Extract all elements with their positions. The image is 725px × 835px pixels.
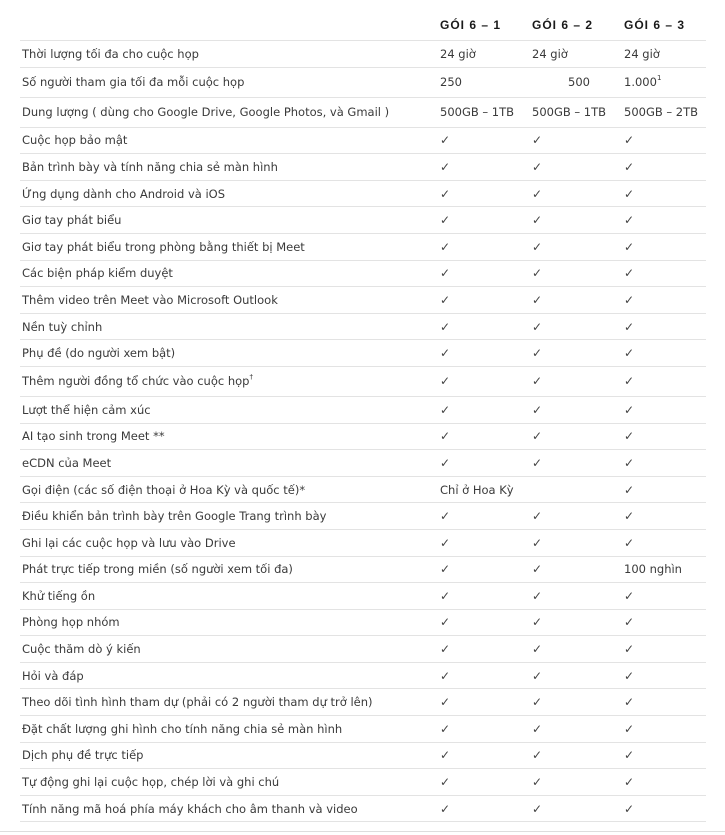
feature-label: Ghi lại các cuộc họp và lưu vào Drive (22, 535, 236, 550)
plan-1-value (440, 769, 450, 795)
table-row (20, 181, 706, 208)
plan-3-value (624, 68, 661, 97)
checkmark-icon: ✓ (440, 615, 451, 630)
checkmark-icon: ✓ (532, 292, 543, 307)
plan-2-value (532, 450, 542, 476)
plan-header-3: GÓI 6 – 3 (624, 18, 686, 32)
feature-label: Phát trực tiếp trong miền (số người xem tối đa) (22, 562, 293, 577)
plan-3-value (624, 530, 634, 556)
table-row (20, 287, 706, 314)
table-row (20, 68, 706, 98)
table-row (20, 530, 706, 557)
feature-label: Tự động ghi lại cuộc họp, chép lời và ghi chú (22, 775, 280, 790)
table-row (20, 477, 706, 504)
feature-label-cell (22, 450, 111, 476)
checkmark-icon: ✓ (532, 668, 543, 683)
checkmark-icon: ✓ (624, 721, 635, 736)
plan-1-value (440, 154, 450, 180)
feature-label: Theo dõi tình hình tham dự (phải có 2 người tham dự trở lên) (22, 695, 373, 710)
plan-1-value (440, 314, 450, 340)
table-row (20, 583, 706, 610)
plan-2-value (532, 287, 542, 313)
feature-label: Dịch phụ đề trực tiếp (22, 748, 144, 763)
plan-1-value (440, 636, 450, 662)
feature-label-cell (22, 583, 95, 609)
value-text: 500GB – 1TB (440, 105, 515, 120)
divider (0, 831, 725, 832)
value-text: 1.000 (624, 75, 657, 90)
feature-label-cell (22, 689, 373, 715)
checkmark-icon: ✓ (624, 695, 635, 710)
checkmark-icon: ✓ (440, 642, 451, 657)
table-row (20, 424, 706, 451)
checkmark-icon: ✓ (624, 615, 635, 630)
checkmark-icon: ✓ (532, 159, 543, 174)
value-text: 24 giờ (624, 46, 660, 61)
plan-3-value (624, 314, 634, 340)
checkmark-icon: ✓ (624, 801, 635, 816)
checkmark-icon: ✓ (440, 801, 451, 816)
feature-label: eCDN của Meet (22, 455, 112, 470)
checkmark-icon: ✓ (624, 239, 635, 254)
plan-1-value (440, 477, 514, 503)
checkmark-icon: ✓ (532, 213, 543, 228)
checkmark-icon: ✓ (440, 429, 451, 444)
value-text: 250 (440, 75, 462, 90)
plan-1-value (440, 689, 450, 715)
table-row (20, 503, 706, 530)
plan-3-value (624, 207, 634, 233)
checkmark-icon: ✓ (624, 509, 635, 524)
plan-1-value (440, 340, 450, 366)
feature-label-cell (22, 207, 121, 233)
checkmark-icon: ✓ (440, 319, 451, 334)
checkmark-icon: ✓ (440, 292, 451, 307)
plan-3-value (624, 503, 634, 529)
checkmark-icon: ✓ (440, 239, 451, 254)
plan-3-value (624, 98, 698, 127)
plan-3-value (624, 181, 634, 207)
checkmark-icon: ✓ (624, 748, 635, 763)
value-text: 24 giờ (532, 46, 568, 61)
feature-label-cell (22, 796, 358, 822)
feature-label-cell (22, 477, 305, 503)
feature-label-cell (22, 234, 305, 260)
feature-label: Bản trình bày và tính năng chia sẻ màn hình (22, 159, 278, 174)
plan-1-value (440, 128, 450, 154)
feature-label: Cuộc họp bảo mật (22, 133, 128, 148)
table-row (20, 128, 706, 155)
feature-label: Hỏi và đáp (22, 668, 84, 683)
feature-label: Tính năng mã hoá phía máy khách cho âm thanh và video (22, 801, 358, 816)
plan-2-value (532, 796, 542, 822)
checkmark-icon: ✓ (440, 668, 451, 683)
feature-label: Giơ tay phát biểu (22, 213, 122, 228)
feature-label-cell (22, 367, 253, 396)
feature-label-cell (22, 663, 84, 689)
checkmark-icon: ✓ (440, 402, 451, 417)
feature-label-cell (22, 340, 175, 366)
plan-3-value (624, 367, 634, 396)
plan-1-value (440, 583, 450, 609)
feature-rows (20, 40, 706, 822)
plan-2-value (532, 261, 542, 287)
feature-label-cell (22, 41, 199, 67)
plan-1-value (440, 663, 450, 689)
checkmark-icon: ✓ (624, 642, 635, 657)
plan-2-value (532, 340, 542, 366)
feature-label: Dung lượng ( dùng cho Google Drive, Google Photos, và Gmail ) (22, 105, 390, 120)
plan-1-value (440, 367, 450, 396)
plan-2-value (532, 716, 542, 742)
feature-label: Thời lượng tối đa cho cuộc họp (22, 46, 199, 61)
table-row (20, 397, 706, 424)
checkmark-icon: ✓ (532, 186, 543, 201)
plan-3-value (624, 234, 634, 260)
checkmark-icon: ✓ (532, 239, 543, 254)
feature-label-cell (22, 397, 151, 423)
feature-label: Số người tham gia tối đa mỗi cuộc họp (22, 75, 245, 90)
table-row (20, 743, 706, 770)
checkmark-icon: ✓ (440, 133, 451, 148)
feature-label-cell (22, 636, 141, 662)
checkmark-icon: ✓ (532, 402, 543, 417)
feature-label-cell (22, 424, 165, 450)
plan-3-value (624, 261, 634, 287)
table-row (20, 796, 706, 823)
feature-label: Lượt thể hiện cảm xúc (22, 402, 151, 417)
plan-1-value (440, 530, 450, 556)
checkmark-icon: ✓ (624, 133, 635, 148)
checkmark-icon: ✓ (440, 535, 451, 550)
table-row (20, 663, 706, 690)
table-row (20, 207, 706, 234)
table-row (20, 636, 706, 663)
feature-label-cell (22, 181, 225, 207)
table-row (20, 610, 706, 637)
plan-1-value (440, 98, 514, 127)
table-row (20, 340, 706, 367)
checkmark-icon: ✓ (440, 562, 451, 577)
checkmark-icon: ✓ (440, 748, 451, 763)
feature-label-cell (22, 154, 278, 180)
plan-3-value (624, 450, 634, 476)
plan-3-value (624, 397, 634, 423)
checkmark-icon: ✓ (624, 775, 635, 790)
plan-1-value (440, 503, 450, 529)
checkmark-icon: ✓ (624, 213, 635, 228)
plan-3-value (624, 689, 634, 715)
checkmark-icon: ✓ (624, 266, 635, 281)
checkmark-icon: ✓ (624, 588, 635, 603)
value-text: 500GB – 2TB (624, 105, 699, 120)
value-text: 500 (568, 75, 590, 90)
feature-label: Nền tuỳ chỉnh (22, 319, 103, 334)
checkmark-icon: ✓ (624, 159, 635, 174)
checkmark-icon: ✓ (532, 562, 543, 577)
plan-2-value (532, 636, 542, 662)
checkmark-icon: ✓ (532, 266, 543, 281)
checkmark-icon: ✓ (440, 455, 451, 470)
plan-2-value (568, 68, 590, 97)
plan-1-value (440, 796, 450, 822)
plan-2-value (532, 154, 542, 180)
plan-3-value (624, 583, 634, 609)
feature-label-cell (22, 716, 342, 742)
checkmark-icon: ✓ (624, 319, 635, 334)
plan-2-value (532, 397, 542, 423)
plan-1-value (440, 41, 476, 67)
table-row (20, 41, 706, 68)
feature-label-cell (22, 557, 293, 583)
table-row (20, 716, 706, 743)
plan-1-value (440, 557, 450, 583)
feature-label-cell (22, 98, 389, 127)
plan-2-value (532, 424, 542, 450)
checkmark-icon: ✓ (532, 642, 543, 657)
table-row (20, 557, 706, 584)
footnote-marker: † (249, 373, 253, 382)
plan-2-value (532, 367, 542, 396)
plan-2-value (532, 207, 542, 233)
plan-3-value (624, 716, 634, 742)
checkmark-icon: ✓ (532, 509, 543, 524)
plan-2-value (532, 128, 542, 154)
plan-3-value (624, 769, 634, 795)
plan-3-value (624, 477, 634, 503)
plan-1-value (440, 743, 450, 769)
feature-label: Gọi điện (các số điện thoại ở Hoa Kỳ và quốc tế)* (22, 482, 306, 497)
table-row (20, 261, 706, 288)
checkmark-icon: ✓ (440, 346, 451, 361)
feature-label-cell (22, 314, 102, 340)
value-text: 500GB – 1TB (532, 105, 607, 120)
feature-label: Các biện pháp kiểm duyệt (22, 266, 173, 281)
checkmark-icon: ✓ (440, 509, 451, 524)
table-row (20, 367, 706, 397)
checkmark-icon: ✓ (624, 292, 635, 307)
checkmark-icon: ✓ (532, 374, 543, 389)
plan-2-value (532, 181, 542, 207)
checkmark-icon: ✓ (624, 374, 635, 389)
plan-2-value (532, 530, 542, 556)
value-text: 100 nghìn (624, 562, 682, 577)
plan-2-value (532, 41, 568, 67)
plan-2-value (532, 610, 542, 636)
plan-2-value (532, 503, 542, 529)
checkmark-icon: ✓ (624, 668, 635, 683)
table-row (20, 154, 706, 181)
checkmark-icon: ✓ (532, 455, 543, 470)
plan-1-value (440, 397, 450, 423)
plan-3-value (624, 610, 634, 636)
feature-label: Điều khiển bản trình bày trên Google Trang trình bày (22, 509, 327, 524)
plan-2-value (532, 583, 542, 609)
plan-1-value (440, 716, 450, 742)
plan-3-value (624, 41, 660, 67)
plan-1-value (440, 287, 450, 313)
table-row (20, 234, 706, 261)
checkmark-icon: ✓ (440, 588, 451, 603)
checkmark-icon: ✓ (532, 346, 543, 361)
checkmark-icon: ✓ (440, 186, 451, 201)
feature-label: Cuộc thăm dò ý kiến (22, 642, 141, 657)
checkmark-icon: ✓ (532, 429, 543, 444)
checkmark-icon: ✓ (532, 748, 543, 763)
feature-label-cell (22, 287, 278, 313)
checkmark-icon: ✓ (440, 159, 451, 174)
checkmark-icon: ✓ (440, 721, 451, 736)
plan-2-value (532, 689, 542, 715)
plan-3-value (624, 796, 634, 822)
checkmark-icon: ✓ (624, 186, 635, 201)
feature-label: Thêm video trên Meet vào Microsoft Outlook (22, 292, 278, 307)
checkmark-icon: ✓ (624, 429, 635, 444)
feature-label-cell (22, 261, 173, 287)
feature-label: Ứng dụng dành cho Android và iOS (22, 186, 225, 201)
feature-label-cell (22, 503, 326, 529)
checkmark-icon: ✓ (532, 695, 543, 710)
feature-label-cell (22, 128, 127, 154)
checkmark-icon: ✓ (624, 535, 635, 550)
plan-2-value (532, 663, 542, 689)
checkmark-icon: ✓ (532, 615, 543, 630)
plan-2-value (532, 743, 542, 769)
plan-3-value (624, 128, 634, 154)
value-text: 24 giờ (440, 46, 476, 61)
table-row (20, 689, 706, 716)
plan-2-value (532, 769, 542, 795)
plan-3-value (624, 743, 634, 769)
checkmark-icon: ✓ (624, 346, 635, 361)
plan-header-2: GÓI 6 – 2 (532, 18, 594, 32)
plan-1-value (440, 424, 450, 450)
plan-2-value (532, 98, 606, 127)
table-row (20, 98, 706, 128)
plan-1-value (440, 450, 450, 476)
checkmark-icon: ✓ (532, 801, 543, 816)
checkmark-icon: ✓ (532, 133, 543, 148)
plan-1-value (440, 181, 450, 207)
footnote-marker: 1 (656, 74, 662, 83)
value-text: Chỉ ở Hoa Kỳ (440, 482, 514, 497)
checkmark-icon: ✓ (440, 213, 451, 228)
feature-label: AI tạo sinh trong Meet ** (22, 429, 165, 444)
checkmark-icon: ✓ (440, 266, 451, 281)
table-row (20, 769, 706, 796)
plan-2-value (532, 234, 542, 260)
checkmark-icon: ✓ (440, 775, 451, 790)
plan-2-value (532, 314, 542, 340)
checkmark-icon: ✓ (624, 455, 635, 470)
checkmark-icon: ✓ (532, 588, 543, 603)
feature-label: Phòng họp nhóm (22, 615, 120, 630)
feature-label: Đặt chất lượng ghi hình cho tính năng chia sẻ màn hình (22, 721, 343, 736)
plan-3-value (624, 663, 634, 689)
checkmark-icon: ✓ (532, 775, 543, 790)
plan-3-value (624, 636, 634, 662)
feature-label-cell (22, 743, 143, 769)
plan-1-value (440, 261, 450, 287)
plan-1-value (440, 610, 450, 636)
checkmark-icon: ✓ (532, 721, 543, 736)
feature-label-cell (22, 68, 244, 97)
plan-header-1: GÓI 6 – 1 (440, 18, 502, 32)
checkmark-icon: ✓ (440, 695, 451, 710)
feature-label-cell (22, 610, 120, 636)
plan-1-value (440, 68, 462, 97)
feature-label-cell (22, 769, 279, 795)
plan-2-value (532, 557, 542, 583)
plan-3-value (624, 287, 634, 313)
feature-label: Phụ đề (do người xem bật) (22, 346, 176, 361)
checkmark-icon: ✓ (532, 319, 543, 334)
plan-3-value (624, 424, 634, 450)
plan-1-value (440, 234, 450, 260)
feature-label: Thêm người đồng tổ chức vào cuộc họp (22, 374, 250, 389)
checkmark-icon: ✓ (624, 482, 635, 497)
checkmark-icon: ✓ (440, 374, 451, 389)
feature-label-cell (22, 530, 236, 556)
plan-3-value (624, 154, 634, 180)
checkmark-icon: ✓ (624, 402, 635, 417)
feature-label: Giơ tay phát biểu trong phòng bằng thiết bị Meet (22, 239, 305, 254)
checkmark-icon: ✓ (532, 535, 543, 550)
plan-3-value (624, 340, 634, 366)
feature-label: Khử tiếng ồn (22, 588, 96, 603)
plan-1-value (440, 207, 450, 233)
plan-3-value (624, 557, 682, 583)
table-row (20, 450, 706, 477)
table-row (20, 314, 706, 341)
